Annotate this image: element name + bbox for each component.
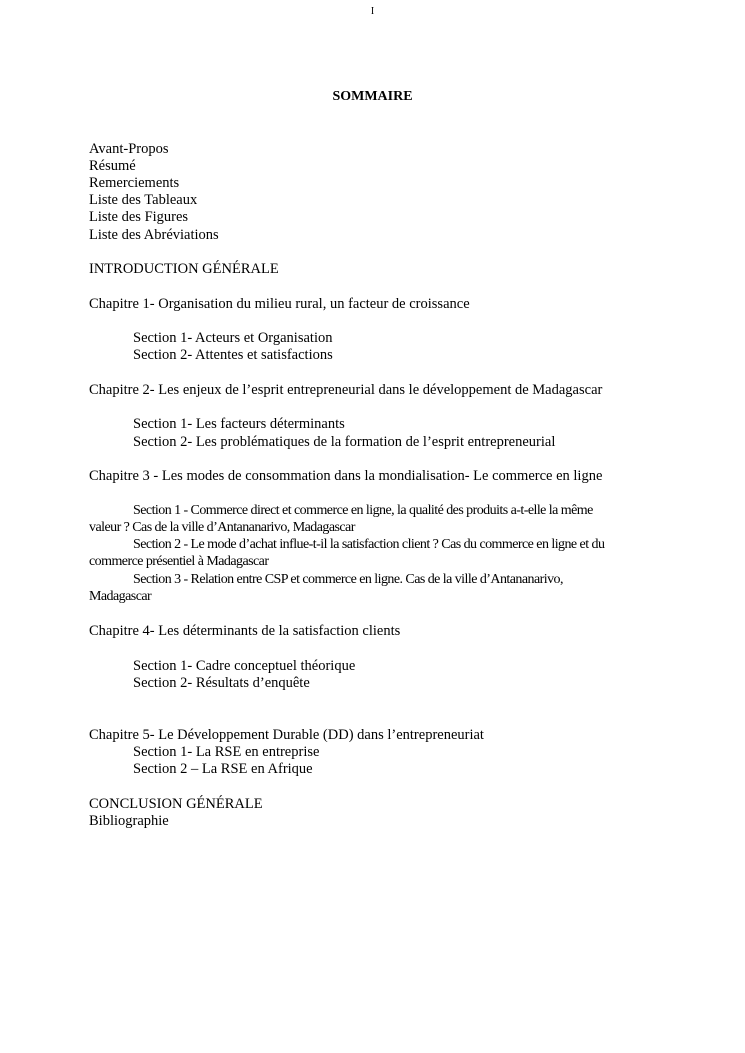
toc-conclusion: CONCLUSION GÉNÉRALE [89, 796, 263, 812]
toc-front-avant-propos: Avant-Propos [89, 141, 169, 157]
toc-front-liste-tableaux: Liste des Tableaux [89, 192, 198, 208]
toc-front-resume: Résumé [89, 158, 136, 174]
toc-front-liste-figures: Liste des Figures [89, 209, 189, 225]
toc-chapter-3-section-2-cont: commerce présentiel à Madagascar [89, 554, 269, 569]
toc-chapter-2-section-1: Section 1- Les facteurs déterminants [133, 416, 345, 432]
toc-chapter-3-section-1-cont: valeur ? Cas de la ville d’Antananarivo, Madagascar [89, 520, 355, 535]
page-number: I [370, 6, 375, 17]
toc-front-remerciements: Remerciements [89, 175, 180, 191]
toc-chapter-4-section-1: Section 1- Cadre conceptuel théorique [133, 658, 356, 674]
toc-chapter-5-section-2: Section 2 – La RSE en Afrique [133, 761, 313, 777]
toc-chapter-3-section-3: Section 3 - Relation entre CSP et commerce en ligne. Cas de la ville d’Antananarivo, [133, 572, 563, 587]
toc-introduction: INTRODUCTION GÉNÉRALE [89, 261, 279, 277]
toc-chapter-1-section-2: Section 2- Attentes et satisfactions [133, 347, 333, 363]
toc-chapter-3-section-1: Section 1 - Commerce direct et commerce en ligne, la qualité des produits a-t-elle la même [133, 503, 593, 518]
toc-bibliographie: Bibliographie [89, 813, 169, 829]
toc-chapter-2-section-2: Section 2- Les problématiques de la formation de l’esprit entrepreneurial [133, 434, 556, 450]
toc-chapter-1-section-1: Section 1- Acteurs et Organisation [133, 330, 333, 346]
toc-chapter-1: Chapitre 1- Organisation du milieu rural, un facteur de croissance [89, 296, 470, 312]
page-title: SOMMAIRE [332, 89, 413, 104]
toc-chapter-3-section-3-cont: Madagascar [89, 589, 152, 604]
toc-chapter-4: Chapitre 4- Les déterminants de la satisfaction clients [89, 623, 401, 639]
toc-chapter-5: Chapitre 5- Le Développement Durable (DD) dans l’entrepreneuriat [89, 727, 484, 743]
toc-chapter-3: Chapitre 3 - Les modes de consommation dans la mondialisation- Le commerce en ligne [89, 468, 603, 484]
toc-chapter-5-section-1: Section 1- La RSE en entreprise [133, 744, 320, 760]
toc-chapter-4-section-2: Section 2- Résultats d’enquête [133, 675, 310, 691]
toc-chapter-2: Chapitre 2- Les enjeux de l’esprit entrepreneurial dans le développement de Madagascar [89, 382, 603, 398]
toc-front-liste-abreviations: Liste des Abréviations [89, 227, 219, 243]
toc-chapter-3-section-2: Section 2 - Le mode d’achat influe-t-il la satisfaction client ? Cas du commerce en ligne et du [133, 537, 605, 552]
